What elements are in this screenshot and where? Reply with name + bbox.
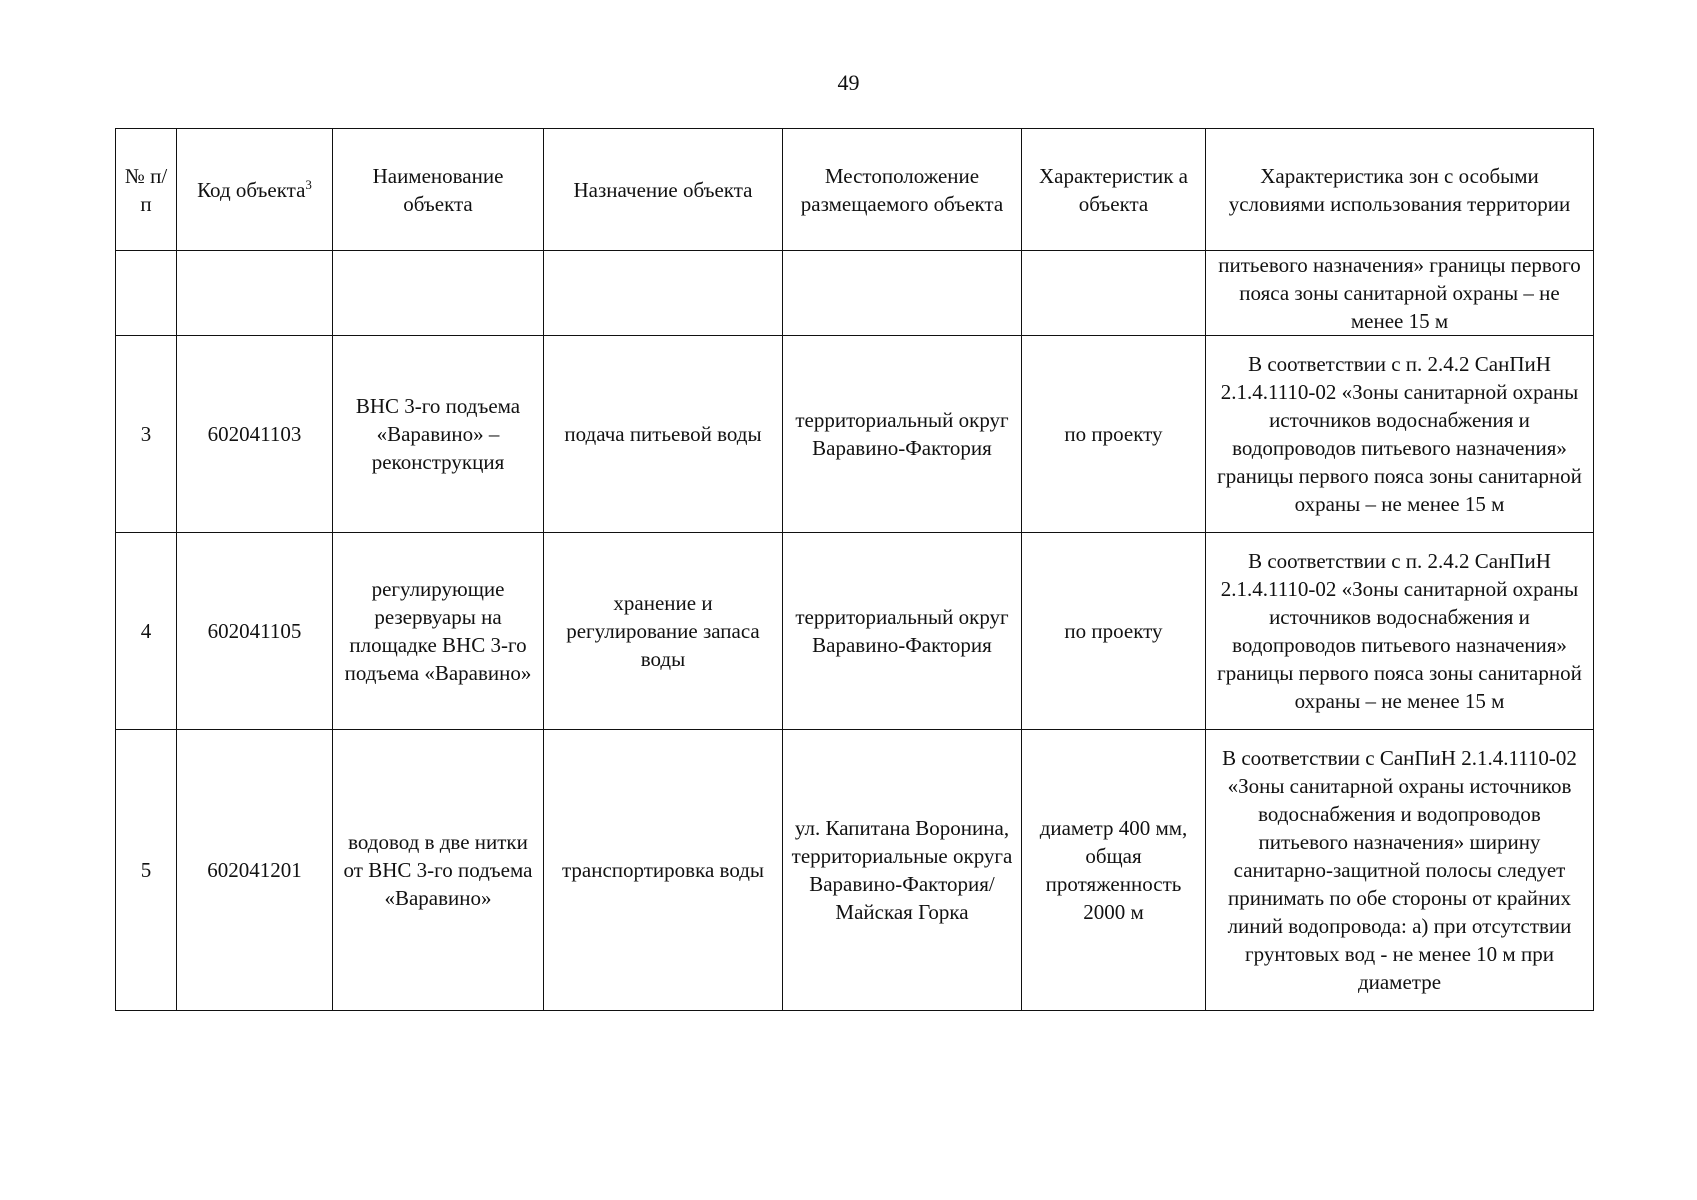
- cell-characteristic: по проекту: [1022, 336, 1206, 533]
- cell-characteristic: [1022, 251, 1206, 336]
- cell-purpose: подача питьевой воды: [544, 336, 783, 533]
- table-row: [116, 730, 1594, 1011]
- cell-purpose: транспортировка воды: [544, 730, 783, 1011]
- header-name: Наименование объекта: [333, 129, 544, 251]
- cell-code: [177, 251, 333, 336]
- cell-zones: питьевого назначения» границы первого пояса зоны санитарной охраны – не менее 15 м: [1206, 251, 1594, 336]
- objects-table: [115, 128, 1594, 1011]
- cell-zones: В соответствии с п. 2.4.2 СанПиН 2.1.4.1110-02 «Зоны санитарной охраны источников водоснабжения и водопроводов питьевого назначения» границы первого пояса зоны санитарной охраны – не менее 15 м: [1206, 533, 1594, 730]
- cell-location: [783, 251, 1022, 336]
- header-purpose: Назначение объекта: [544, 129, 783, 251]
- cell-location: территориальный округ Варавино-Фактория: [783, 336, 1022, 533]
- table-row: [116, 533, 1594, 730]
- cell-name: регулирующие резервуары на площадке ВНС 3-го подъема «Варавино»: [333, 533, 544, 730]
- header-num: № п/п: [116, 129, 177, 251]
- header-location: Местоположение размещаемого объекта: [783, 129, 1022, 251]
- cell-characteristic: диаметр 400 мм, общая протяженность 2000 м: [1022, 730, 1206, 1011]
- cell-name: ВНС 3-го подъема «Варавино» – реконструкция: [333, 336, 544, 533]
- cell-num: 4: [116, 533, 177, 730]
- cell-characteristic: по проекту: [1022, 533, 1206, 730]
- cell-code: 602041103: [177, 336, 333, 533]
- cell-purpose: [544, 251, 783, 336]
- cell-zones: В соответствии с СанПиН 2.1.4.1110-02 «Зоны санитарной охраны источников водоснабжения и водопроводов питьевого назначения» ширину санитарно-защитной полосы следует принимать по обе стороны от крайних линий водопровода: а) при отсутствии грунтовых вод - не менее 10 м при диаметре: [1206, 730, 1594, 1011]
- cell-code: 602041105: [177, 533, 333, 730]
- header-zones: Характеристика зон с особыми условиями использования территории: [1206, 129, 1594, 251]
- table-row: [116, 336, 1594, 533]
- cell-name: водовод в две нитки от ВНС 3-го подъема «Варавино»: [333, 730, 544, 1011]
- cell-purpose: хранение и регулирование запаса воды: [544, 533, 783, 730]
- cell-location: ул. Капитана Воронина, территориальные округа Варавино-Фактория/ Майская Горка: [783, 730, 1022, 1011]
- page-number: 49: [837, 70, 860, 95]
- table-header-row: [116, 129, 1594, 251]
- header-code: [177, 129, 333, 251]
- cell-num: [116, 251, 177, 336]
- header-characteristic: Характеристик а объекта: [1022, 129, 1206, 251]
- cell-location: территориальный округ Варавино-Фактория: [783, 533, 1022, 730]
- table-row-continuation: [116, 251, 1594, 336]
- cell-num: 3: [116, 336, 177, 533]
- footnote-marker: 3: [305, 176, 312, 192]
- cell-num: 5: [116, 730, 177, 1011]
- header-code-label: Код объекта: [197, 177, 306, 202]
- cell-code: 602041201: [177, 730, 333, 1011]
- cell-name: [333, 251, 544, 336]
- cell-zones: В соответствии с п. 2.4.2 СанПиН 2.1.4.1110-02 «Зоны санитарной охраны источников водоснабжения и водопроводов питьевого назначения» границы первого пояса зоны санитарной охраны – не менее 15 м: [1206, 336, 1594, 533]
